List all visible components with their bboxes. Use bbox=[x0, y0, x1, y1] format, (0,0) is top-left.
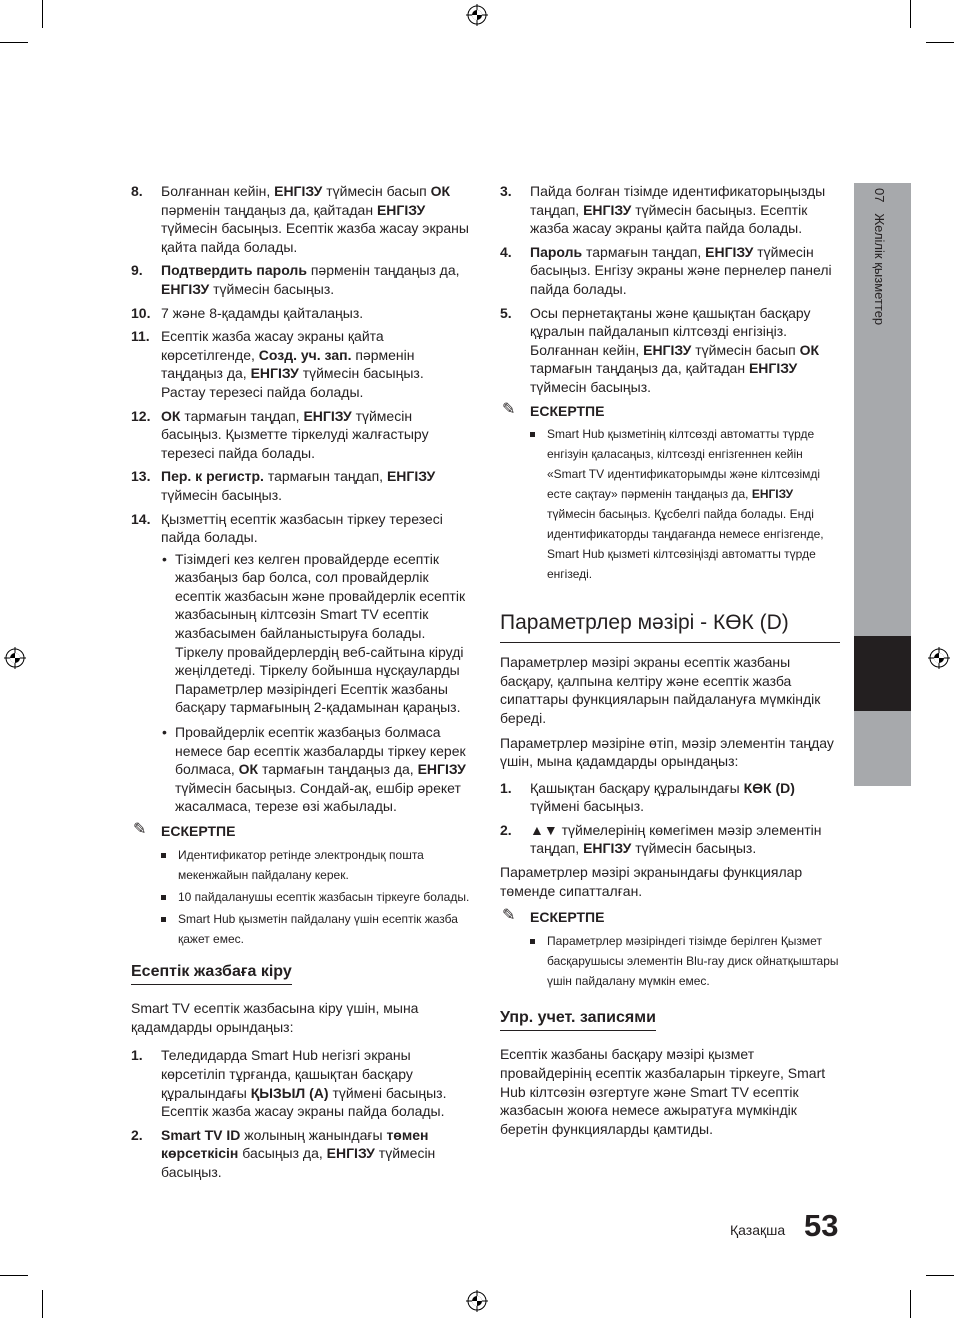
crop-mark bbox=[42, 1290, 43, 1318]
step-text: ▲▼ түймелерінің көмегімен мәзір элементін таңдап, ЕНГІЗУ түймесін басыңыз. bbox=[530, 821, 822, 857]
footer-language: Қазақша bbox=[730, 1222, 786, 1238]
step-list bbox=[500, 779, 840, 858]
note-heading: ✎ ЕСКЕРТПЕ bbox=[502, 400, 605, 419]
note-heading: ✎ ЕСКЕРТПЕ bbox=[502, 907, 605, 926]
crop-mark bbox=[42, 0, 43, 28]
bullet-item: • Тізімдегі кез келген провайдерде есептік жазбаңыз бар болса, сол провайдерлік есептік жазбасын және провайдерлік есептік жазбасының кілтсөзін Smart TV есептік жазбасымен байланыстыруға болады. Тіркелу провайдерлердің веб-сайтына кіруді жеңілдетеді. Тіркелу бойынша нұсқауларды Параметрлер мәзіріндегі Есептік жазбаны басқару тармағының 2-қадамынан қараңыз. bbox=[162, 550, 466, 716]
numbered-step bbox=[131, 261, 471, 298]
section-subheading: Упр. учет. записями bbox=[500, 1009, 656, 1032]
step-number: 10. bbox=[131, 304, 151, 321]
bullet-dot-icon: • bbox=[162, 724, 167, 741]
pencil-icon: ✎ bbox=[133, 821, 147, 838]
step-number: 1. bbox=[131, 1047, 143, 1064]
left-column bbox=[131, 182, 471, 1187]
step-text: Пайда болған тізімде идентификаторыңызды таңдап, ЕНГІЗУ түймесін басыңыз. Есептік жазба жасау экраны қайта пайда болады. bbox=[530, 183, 826, 237]
right-column bbox=[500, 182, 840, 1144]
numbered-step bbox=[131, 327, 471, 401]
step-text: Smart TV ID жолының жанындағы төмен көрсеткісін басыңыз да, ЕНГІЗУ түймесін басыңыз. bbox=[161, 1126, 436, 1180]
numbered-step bbox=[500, 182, 840, 238]
bullet-dot-icon: • bbox=[162, 550, 167, 567]
paragraph: Параметрлер мәзіріне өтіп, мәзір элементін таңдау үшін, мына қадамдарды орындаңыз: bbox=[500, 734, 834, 770]
step-text: Болғаннан кейін, ЕНГІЗУ түймесін басып ОК пәрменін таңдаңыз да, қайтадан ЕНГІЗУ түймесін басыңыз. Есептік жазба жасау экраны қайта пайда болады. bbox=[161, 183, 469, 255]
note-item: Smart Hub қызметінің кілтсөзді автоматты түрде енгізуін қаласаңыз, кілтсөзді енгізгеннен кейін «Smart TV идентификаторымды және кілтсөзімді есте сақтау» пәрменін таңдаңыз да, ЕНГІЗУ түймесін басыңыз. Құсбелгі пайда болады. Енді идентификаторды таңдағанда немесе енгізгенде, Smart Hub қызметі кілтсөзіңізді автоматты түрде енгізеді. bbox=[500, 424, 840, 584]
step-number: 4. bbox=[500, 243, 512, 260]
note-item: Параметрлер мәзіріндегі тізімде берілген Қызмет басқарушысы элементін Blu-ray диск ойнатқыштары үшін пайдалану мүмкін емес. bbox=[500, 931, 840, 991]
paragraph: Параметрлер мәзірі экранындағы функциялар төменде сипатталған. bbox=[500, 864, 803, 899]
numbered-step bbox=[500, 243, 840, 299]
registration-mark-icon bbox=[928, 647, 950, 669]
step-list bbox=[500, 182, 840, 397]
crop-mark bbox=[926, 42, 954, 43]
note-item: Идентификатор ретінде электрондық пошта мекенжайын пайдалану керек. bbox=[131, 845, 471, 885]
step-text: Осы пернетақтаны және қашықтан басқару құралын пайдаланып кілтсөзді енгізіңіз. Болғаннан кейін, ЕНГІЗУ түймесін басып ОК тармағын таңдаңыз да, қайтадан ЕНГІЗУ түймесін басыңыз. bbox=[530, 304, 820, 395]
note-list bbox=[131, 845, 471, 949]
note-heading: ✎ ЕСКЕРТПЕ bbox=[133, 821, 236, 839]
crop-mark bbox=[0, 1275, 28, 1276]
square-bullet-icon bbox=[161, 917, 166, 922]
step-number: 3. bbox=[500, 183, 512, 199]
step-text: 7 және 8-қадамды қайталаңыз. bbox=[161, 304, 364, 321]
crop-mark bbox=[0, 42, 28, 43]
page-number: 53 bbox=[804, 1208, 839, 1243]
numbered-step bbox=[131, 182, 471, 256]
step-text: Подтвердить пароль пәрменін таңдаңыз да, ЕНГІЗУ түймесін басыңыз. bbox=[161, 262, 460, 297]
registration-mark-icon bbox=[4, 647, 26, 669]
registration-mark-icon bbox=[466, 1290, 488, 1312]
step-number: 5. bbox=[500, 304, 512, 321]
numbered-step bbox=[500, 304, 840, 397]
step-list bbox=[131, 1046, 471, 1181]
step-number: 1. bbox=[500, 779, 512, 796]
note-item: 10 пайдаланушы есептік жазбасын тіркеуге болады. bbox=[131, 887, 471, 907]
numbered-step bbox=[131, 304, 471, 323]
chapter-sidebar-label bbox=[872, 188, 887, 325]
step-number: 9. bbox=[131, 262, 143, 279]
numbered-step bbox=[131, 467, 471, 504]
numbered-step bbox=[500, 821, 840, 858]
pencil-icon: ✎ bbox=[502, 400, 516, 418]
crop-mark bbox=[926, 1275, 954, 1276]
step-number: 11. bbox=[131, 328, 150, 345]
bullet-item: • Провайдерлік есептік жазбаңыз болмаса немесе бар есептік жазбаларды тіркеу керек болмаса, ОК тармағын таңдаңыз да, ЕНГІЗУ түймесін басыңыз. Сондай-ақ, ешбір әрекет жасалмаса, терезе өзі жабылады. bbox=[162, 724, 466, 815]
section-subheading: Есептік жазбаға кіру bbox=[131, 963, 292, 986]
square-bullet-icon bbox=[530, 939, 535, 944]
step-text: ОК тармағын таңдап, ЕНГІЗУ түймесін басыңыз. Қызметте тіркелуді жалғастыру терезесі пайда болады. bbox=[161, 407, 429, 461]
step-number: 2. bbox=[500, 821, 512, 838]
step-text: Теледидарда Smart Hub негізгі экраны көрсетіліп тұрғанда, қашықтан басқару құралындағы ҚЫЗЫЛ (A) түймені басыңыз. Есептік жазба жасау экраны пайда болады. bbox=[161, 1047, 447, 1120]
crop-mark bbox=[910, 0, 911, 28]
chapter-sidebar-marker bbox=[854, 636, 911, 711]
step-number: 2. bbox=[131, 1126, 143, 1143]
numbered-step bbox=[131, 1126, 471, 1182]
pencil-icon: ✎ bbox=[502, 907, 516, 925]
bullet-list bbox=[161, 550, 471, 816]
step-text: Қызметтің есептік жазбасын тіркеу терезесі пайда болады. bbox=[161, 510, 443, 546]
step-text: Пер. к регистр. тармағын таңдап, ЕНГІЗУ түймесін басыңыз. bbox=[161, 468, 436, 503]
paragraph: Есептік жазбаны басқару мәзірі қызмет провайдерінің есептік жазбаларын тіркеуге, Smart Hub кілтсөзін өзгертуге және Smart TV есептік жазбасын жоюға немесе ажыратуға мүмкіндік беретін функцияларды қамтиды. bbox=[500, 1046, 826, 1137]
step-number: 8. bbox=[131, 183, 143, 199]
numbered-step bbox=[131, 1046, 471, 1120]
step-number: 14. bbox=[131, 510, 151, 527]
square-bullet-icon bbox=[161, 853, 166, 858]
step-text: Пароль тармағын таңдап, ЕНГІЗУ түймесін басыңыз. Енгізу экраны және пернелер панелі пайда болады. bbox=[530, 243, 832, 297]
numbered-step bbox=[500, 779, 840, 816]
step-number: 12. bbox=[131, 407, 151, 424]
paragraph: Smart TV есептік жазбасына кіру үшін, мына қадамдарды орындаңыз: bbox=[131, 1000, 419, 1035]
registration-mark-icon bbox=[466, 4, 488, 26]
note-item: Smart Hub қызметін пайдалану үшін есептік жазба қажет емес. bbox=[131, 909, 471, 949]
section-heading: Параметрлер мәзірі - КӨК (D) bbox=[500, 610, 840, 643]
step-text: Қашықтан басқару құралындағы КӨК (D) түймені басыңыз. bbox=[530, 779, 795, 815]
chapter-number: 07 bbox=[872, 188, 887, 203]
square-bullet-icon bbox=[161, 895, 166, 900]
crop-mark bbox=[910, 1290, 911, 1318]
chapter-title: Желілік қызметтер bbox=[872, 213, 887, 326]
paragraph: Параметрлер мәзірі экраны есептік жазбаны басқару, қалпына келтіру және есептік жазба сипаттары функцияларын пайдалануға мүмкіндік береді. bbox=[500, 654, 821, 726]
square-bullet-icon bbox=[530, 432, 535, 437]
step-text: Есептік жазба жасау экраны қайта көрсетілгенде, Созд. уч. зап. пәрменін таңдаңыз да, ЕНГІЗУ түймесін басыңыз. Растау терезесі пайда болады. bbox=[161, 328, 424, 400]
numbered-step bbox=[131, 407, 471, 463]
numbered-step bbox=[131, 510, 471, 547]
step-number: 13. bbox=[131, 468, 151, 485]
step-list bbox=[131, 182, 471, 547]
